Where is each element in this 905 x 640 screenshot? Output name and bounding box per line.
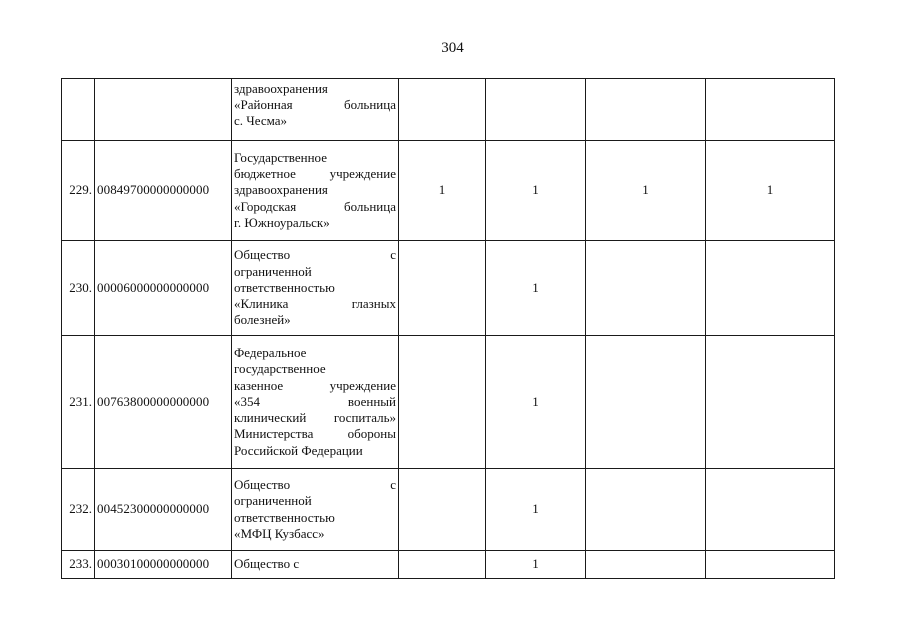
organization-name-line: Общество с [234, 556, 300, 572]
row-number: 230. [62, 241, 95, 336]
value-cell-2: 1 [486, 336, 586, 469]
row-number: 232. [62, 469, 95, 551]
organization-name-line: г. Южноуральск» [234, 214, 330, 230]
page-number: 304 [441, 40, 464, 56]
organization-name-line: Государственное [234, 149, 327, 165]
value-cell-3: 1 [586, 141, 706, 241]
value-cell-1 [399, 241, 486, 336]
table-row [62, 551, 835, 579]
organization-name [232, 551, 399, 579]
registry-table [61, 78, 835, 579]
organization-code: 00849700000000000 [95, 141, 232, 241]
registry-table-body [62, 79, 835, 579]
organization-name-line: Общество с [234, 247, 396, 263]
organization-name-line: здравоохранения [234, 182, 328, 198]
organization-name-line: Общество с [234, 477, 396, 493]
organization-name-line: «МФЦ Кузбасс» [234, 525, 325, 541]
organization-name-line: здравоохранения [234, 81, 328, 96]
organization-name-line: бюджетное учреждение [234, 166, 396, 182]
organization-name-line: с. Чесма» [234, 113, 287, 129]
organization-name-line: клинический госпиталь» [234, 410, 396, 426]
organization-name-line: болезней» [234, 312, 291, 328]
organization-name [232, 469, 399, 551]
organization-code: 00763800000000000 [95, 336, 232, 469]
row-number: 229. [62, 141, 95, 241]
organization-name-line: государственное [234, 361, 326, 377]
organization-name-line: Российской Федерации [234, 442, 363, 458]
organization-name-line: «354 военный [234, 393, 396, 409]
row-number [62, 79, 95, 141]
organization-name-line: ограниченной [234, 493, 312, 509]
organization-name-line: Министерства обороны [234, 426, 396, 442]
organization-name-line: ограниченной [234, 263, 312, 279]
organization-name-line: «Районная больница [234, 97, 396, 113]
value-cell-1 [399, 336, 486, 469]
organization-name-line: казенное учреждение [234, 377, 396, 393]
value-cell-2: 1 [486, 469, 586, 551]
value-cell-1 [399, 79, 486, 141]
organization-name [232, 336, 399, 469]
value-cell-3 [586, 336, 706, 469]
value-cell-1: 1 [399, 141, 486, 241]
table-row [62, 79, 835, 141]
value-cell-4 [706, 241, 835, 336]
row-number: 233. [62, 551, 95, 579]
table-row [62, 141, 835, 241]
row-number: 231. [62, 336, 95, 469]
organization-name-line: ответственностью [234, 509, 335, 525]
organization-name-line: «Городская больница [234, 198, 396, 214]
value-cell-4 [706, 469, 835, 551]
value-cell-3 [586, 79, 706, 141]
organization-name [232, 241, 399, 336]
table-row [62, 469, 835, 551]
value-cell-4: 1 [706, 141, 835, 241]
organization-name [232, 141, 399, 241]
value-cell-1 [399, 551, 486, 579]
value-cell-2: 1 [486, 551, 586, 579]
organization-name [232, 79, 399, 141]
organization-code: 00030100000000000 [95, 551, 232, 579]
value-cell-2: 1 [486, 141, 586, 241]
organization-code [95, 79, 232, 141]
value-cell-1 [399, 469, 486, 551]
organization-name-line: Федеральное [234, 345, 307, 361]
value-cell-3 [586, 551, 706, 579]
table-row [62, 336, 835, 469]
value-cell-2: 1 [486, 241, 586, 336]
organization-name-line: «Клиника глазных [234, 296, 396, 312]
value-cell-4 [706, 79, 835, 141]
table-row [62, 241, 835, 336]
organization-code: 00006000000000000 [95, 241, 232, 336]
value-cell-3 [586, 241, 706, 336]
value-cell-2 [486, 79, 586, 141]
value-cell-4 [706, 336, 835, 469]
organization-name-line: ответственностью [234, 279, 335, 295]
organization-code: 00452300000000000 [95, 469, 232, 551]
value-cell-3 [586, 469, 706, 551]
value-cell-4 [706, 551, 835, 579]
